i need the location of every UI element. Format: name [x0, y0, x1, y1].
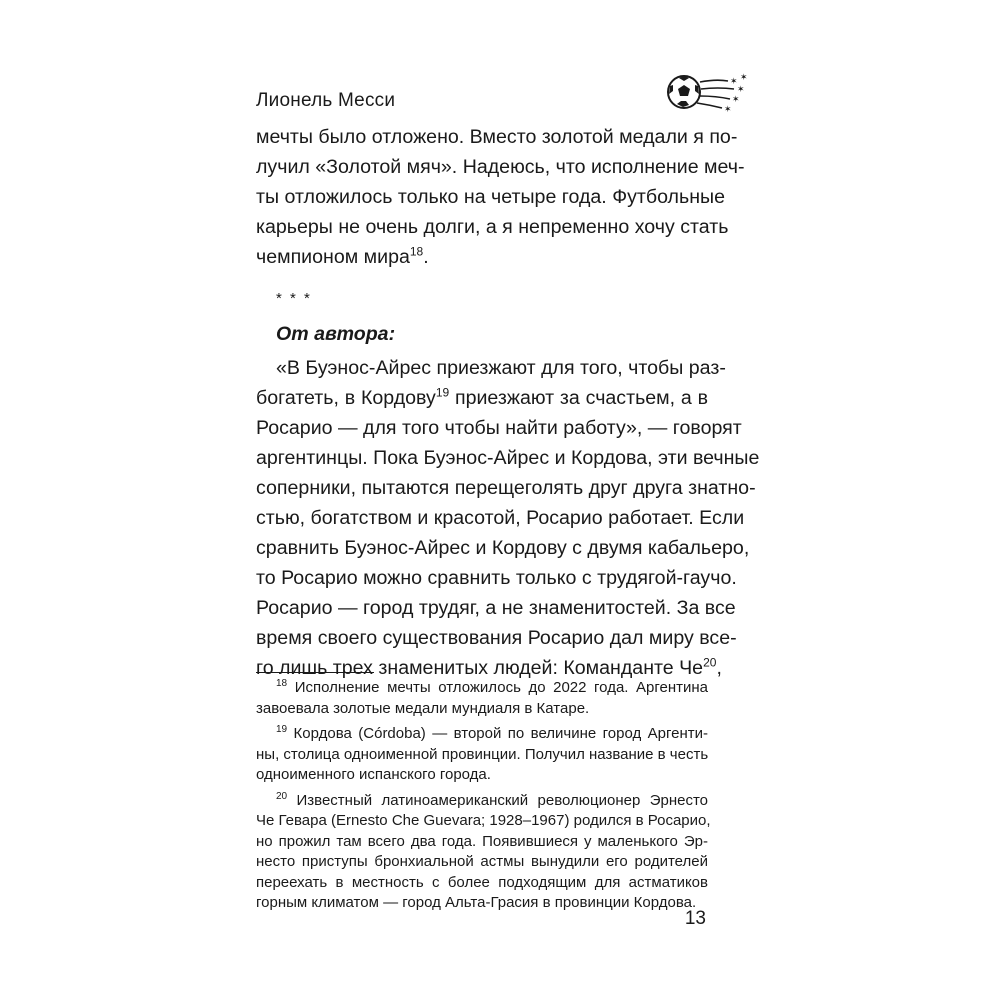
- footnote-20: [256, 790, 711, 914]
- text-fragment: Исполнение мечты отложилось до 2022 года. Аргентина: [294, 679, 709, 696]
- footnote-number: 18: [276, 678, 288, 689]
- footnote-line: Че Гевара (Ernesto Che Guevara; 1928–1967) родился в Росарио,: [256, 812, 711, 829]
- text-fragment: приезжают за счастьем, а в: [454, 387, 708, 409]
- page-number: 13: [684, 908, 706, 929]
- section-separator: * * *: [276, 290, 312, 307]
- footnote-ref-19[interactable]: 19: [435, 385, 450, 400]
- footnote-divider: [256, 672, 374, 673]
- text-line: аргентинцы. Пока Буэнос-Айрес и Кордова, эти вечные: [256, 447, 760, 469]
- footnote-line: [256, 724, 708, 745]
- text-line: сравнить Буэнос-Айрес и Кордову с двумя кабальеро,: [256, 537, 750, 559]
- footnote-line: одноименного испанского города.: [256, 766, 491, 783]
- svg-text:✶: ✶: [724, 105, 732, 114]
- footnote-line: [256, 791, 708, 812]
- text-line: чемпионом мира$^{18}$.: [256, 244, 429, 268]
- text-line: лучил «Золотой мяч». Надеюсь, что исполнение меч-: [256, 156, 745, 178]
- text-fragment: богатеть, в Кордову: [256, 387, 436, 409]
- footnote-line: переехать в местность с более подходящим для астматиков: [256, 873, 708, 891]
- text-fragment: го лишь трех знаменитых людей: Команданте Че: [256, 657, 704, 679]
- text-line: Росарио — для того чтобы найти работу», — говорят: [256, 417, 742, 439]
- footnote-ref-18[interactable]: 18: [409, 244, 424, 259]
- soccer-ball-with-stars-icon: [664, 70, 748, 114]
- text-fragment: чемпионом мира: [256, 246, 410, 268]
- text-line: то Росарио можно сравнить только с трудягой-гаучо.: [256, 567, 737, 589]
- text-fragment: ,: [716, 657, 722, 679]
- svg-text:✶: ✶: [740, 73, 748, 83]
- text-line: соперники, пытаются перещеголять друг друга знатно-: [256, 477, 756, 499]
- running-head: Лионель Месси: [256, 90, 396, 111]
- text-fragment: Известный латиноамериканский революционер Эрнесто: [296, 791, 708, 809]
- footnote-number: 20: [276, 790, 288, 802]
- text-line: [256, 383, 708, 413]
- footnote-line: [256, 678, 708, 699]
- text-line: Росарио — город трудяг, а не знаменитостей. За все: [256, 597, 736, 619]
- footnote-line: завоевала золотые медали мундиаля в Катаре.: [256, 699, 590, 717]
- author-note-heading: От автора:: [276, 323, 396, 345]
- text-line: карьеры не очень долги, а я непременно хочу стать: [256, 216, 729, 238]
- main-text-block-1: [256, 122, 745, 272]
- footnote-line: несто приступы бронхиальной астмы вынудили его родителей: [256, 853, 708, 870]
- text-line: мечты было отложено. Вместо золотой медали я по-: [256, 126, 738, 148]
- svg-text:✶: ✶: [737, 85, 745, 95]
- footnote-19: [256, 724, 708, 786]
- text-line: время своего существования Росарио дал миру все-: [256, 627, 737, 649]
- svg-text:✶: ✶: [730, 77, 738, 87]
- svg-text:✶: ✶: [732, 95, 740, 105]
- footnote-ref-20[interactable]: 20: [703, 655, 717, 670]
- book-page: [256, 0, 760, 1000]
- footnote-number: 19: [276, 724, 288, 735]
- text-fragment: Кордова (Córdoba) — второй по величине город Аргенти-: [293, 725, 709, 742]
- text-line: «В Буэнос-Айрес приезжают для того, чтобы раз-: [276, 357, 726, 379]
- footnotes: [256, 678, 711, 919]
- main-text-block-2: [256, 353, 760, 683]
- text-line: стью, богатством и красотой, Росарио работает. Если: [256, 507, 745, 529]
- text-line: ты отложилось только на четыре года. Футбольные: [256, 186, 725, 208]
- footnote-line: горным климатом — город Альта-Грасия в провинции Кордова.: [256, 894, 697, 911]
- footnote-line: ны, столица одноименной провинции. Получил название в честь: [256, 745, 709, 763]
- footnote-line: но прожил там всего два года. Появившиеся у маленького Эр-: [256, 832, 708, 850]
- footnote-18: [256, 678, 708, 719]
